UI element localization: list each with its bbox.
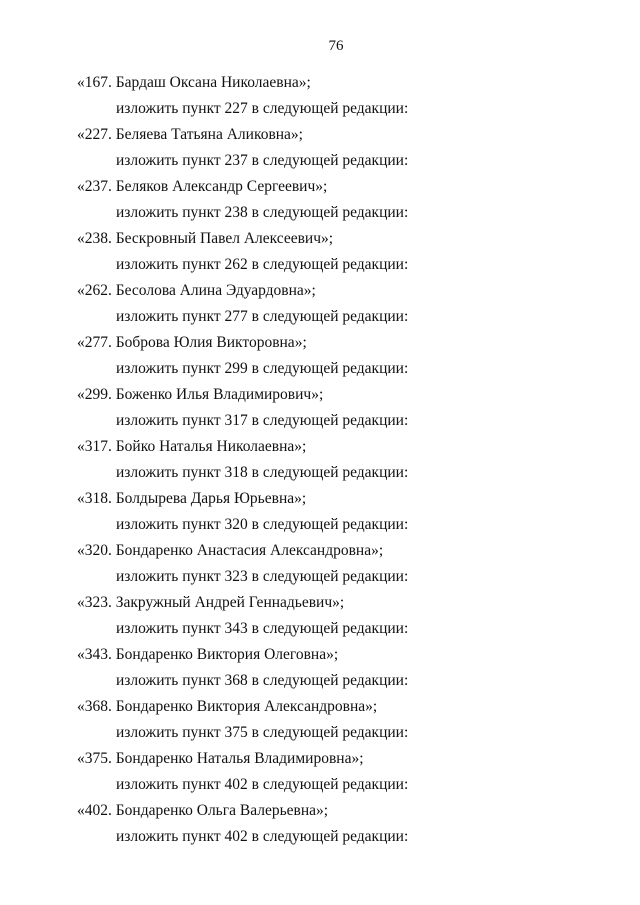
entry-line: «227. Беляева Татьяна Аликовна»;: [77, 126, 303, 143]
instruction-line: изложить пункт 299 в следующей редакции:: [116, 360, 409, 377]
entry-line: «323. Закружный Андрей Геннадьевич»;: [77, 594, 345, 611]
amendment-list: [0, 70, 640, 850]
entry-line: «318. Болдырева Дарья Юрьевна»;: [77, 490, 307, 507]
entry-line: «277. Боброва Юлия Викторовна»;: [77, 334, 307, 351]
instruction-line: изложить пункт 375 в следующей редакции:: [116, 724, 409, 741]
entry-line: «237. Беляков Александр Сергеевич»;: [77, 178, 328, 195]
instruction-line: изложить пункт 368 в следующей редакции:: [116, 672, 409, 689]
entry-line: «375. Бондаренко Наталья Владимировна»;: [77, 750, 364, 767]
instruction-line: изложить пункт 238 в следующей редакции:: [116, 204, 409, 221]
entry-line: «402. Бондаренко Ольга Валерьевна»;: [77, 802, 329, 819]
instruction-line: изложить пункт 262 в следующей редакции:: [116, 256, 409, 273]
entry-line: «368. Бондаренко Виктория Александровна»;: [77, 698, 378, 715]
instruction-line: изложить пункт 402 в следующей редакции:: [116, 828, 409, 845]
instruction-line: изложить пункт 317 в следующей редакции:: [116, 412, 409, 429]
instruction-line: изложить пункт 277 в следующей редакции:: [116, 308, 409, 325]
instruction-line: изложить пункт 343 в следующей редакции:: [116, 620, 409, 637]
entry-line: «320. Бондаренко Анастасия Александровна»;: [77, 542, 384, 559]
entry-line: «317. Бойко Наталья Николаевна»;: [77, 438, 307, 455]
instruction-line: изложить пункт 320 в следующей редакции:: [116, 516, 409, 533]
entry-line: «262. Бесолова Алина Эдуардовна»;: [77, 282, 316, 299]
entry-line: «299. Боженко Илья Владимирович»;: [77, 386, 324, 403]
instruction-line: изложить пункт 227 в следующей редакции:: [116, 100, 409, 117]
instruction-line: изложить пункт 318 в следующей редакции:: [116, 464, 409, 481]
instruction-line: изложить пункт 323 в следующей редакции:: [116, 568, 409, 585]
entry-line: «238. Бескровный Павел Алексеевич»;: [77, 230, 334, 247]
page-number: 76: [328, 38, 344, 54]
instruction-line: изложить пункт 402 в следующей редакции:: [116, 776, 409, 793]
entry-line: «343. Бондаренко Виктория Олеговна»;: [77, 646, 339, 663]
entry-line: «167. Бардаш Оксана Николаевна»;: [77, 74, 311, 91]
instruction-line: изложить пункт 237 в следующей редакции:: [116, 152, 409, 169]
